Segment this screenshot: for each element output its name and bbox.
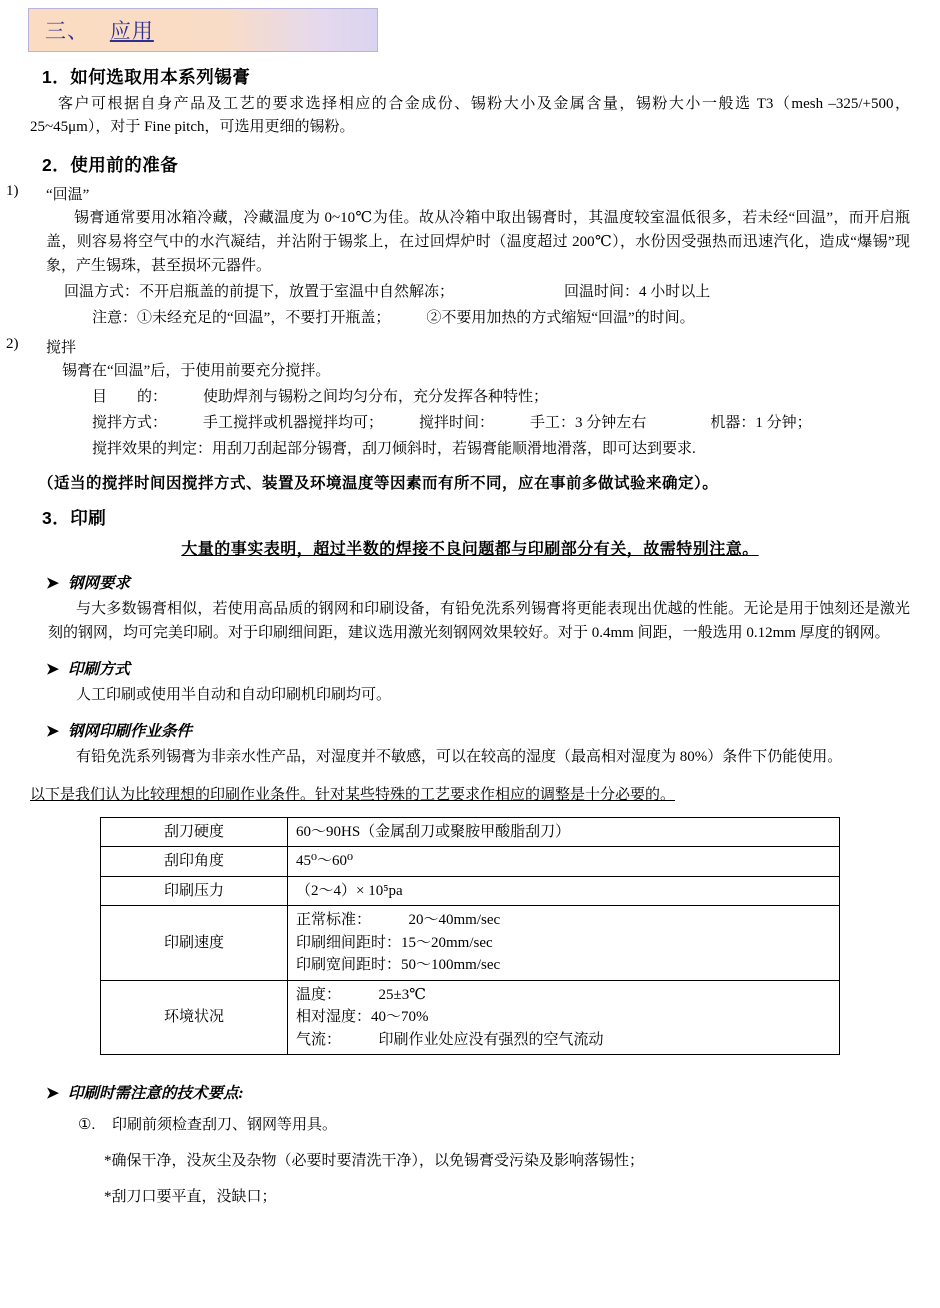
heading-select-paste: 1．如何选取用本系列锡膏	[42, 67, 251, 87]
list-item-body: 锡膏通常要用冰箱冷藏，冷藏温度为 0~10℃为佳。故从冷箱中取出锡膏时，其温度较室温低很多，若未经“回温”，而开启瓶盖，则容易将空气中的水汽凝结，并沾附于锡浆上，在过回焊炉时（温度超过 200℃），水份因受强热而迅速汽化，造成“爆锡”现象，产生锡珠，甚至损坏元器件。	[46, 209, 910, 274]
table-cell-value: 45⁰～60⁰	[288, 847, 840, 877]
bullet-title: 印刷方式	[68, 660, 131, 678]
table-cell-value	[288, 906, 840, 981]
list-item-stirring	[0, 336, 940, 461]
warmup-time: 回温时间：4 小时以上	[564, 283, 711, 300]
stirring-result-line	[92, 437, 940, 461]
bullet-stencil-requirement-body: 与大多数锡膏相似，若使用高品质的钢网和印刷设备，有铅免洗系列锡膏将更能表现出优越的性能。无论是用于蚀刻还是激光刻的钢网，均可完美印刷。对于印刷细间距，建议选用激光刻钢网效果较好。对于 0.4mm 间距，一般选用 0.12mm 厚度的钢网。	[48, 600, 910, 641]
tip-note-1: *确保干净，没灰尘及杂物（必要时要清洗干净），以免锡膏受污染及影响落锡性；	[104, 1153, 645, 1169]
bullet-stencil-requirement	[46, 571, 940, 593]
tip-item-1	[78, 1113, 940, 1137]
warmup-method-line	[64, 280, 940, 304]
heading-printing: 3．印刷	[42, 507, 107, 528]
bullet-title: 钢网印刷作业条件	[68, 722, 193, 740]
stirring-method-text: 手工搅拌或机器搅拌均可；	[203, 414, 384, 431]
tip-note-2: *刮刀口要平直，没缺口；	[104, 1189, 277, 1205]
table-cell-label: 刮刀硬度	[101, 817, 288, 847]
stirring-method-label: 搅拌方式：	[92, 414, 168, 431]
arrow-icon: ➤	[46, 574, 59, 592]
stirring-purpose-label: 目 的：	[92, 388, 168, 405]
table-row	[101, 906, 840, 981]
table-cell-label: 环境状况	[101, 980, 288, 1055]
table-value-line: 相对湿度：40～70%	[296, 1009, 429, 1025]
arrow-icon: ➤	[46, 722, 59, 740]
table-cell-label: 印刷压力	[101, 876, 288, 906]
bullet-title: 钢网要求	[68, 574, 131, 592]
list-item-title: 搅拌	[46, 339, 77, 356]
heading-preparation: 2．使用前的准备	[42, 154, 179, 175]
banner-title-text: 应用	[109, 20, 154, 43]
arrow-icon: ➤	[46, 1085, 59, 1102]
bullet-print-method	[46, 657, 940, 679]
list-number: 2)	[6, 335, 19, 352]
bullet-title: 印刷时需注意的技术要点:	[68, 1085, 244, 1102]
tip-number: ①.	[78, 1117, 96, 1133]
stirring-purpose-text: 使助焊剂与锡粉之间均匀分布，充分发挥各种特性；	[203, 388, 549, 405]
arrow-icon: ➤	[46, 660, 59, 678]
stirring-method-line	[92, 411, 940, 435]
stirring-result-text: 用刮刀刮起部分锡膏，刮刀倾斜时，若锡膏能顺滑地滑落，即可达到要求.	[212, 440, 696, 457]
bullet-print-method-body: 人工印刷或使用半自动和自动印刷机印刷均可。	[76, 686, 392, 703]
table-cell-label: 刮印角度	[101, 847, 288, 877]
list-item-body: 锡膏在“回温”后，于使用前要充分搅拌。	[62, 362, 331, 379]
warmup-method: 回温方式：不开启瓶盖的前提下，放置于室温中自然解冻；	[64, 283, 455, 300]
bullet-print-conditions-body: 有铅免洗系列锡膏为非亲水性产品，对湿度并不敏感，可以在较高的湿度（最高相对湿度为 80%）条件下仍能使用。	[76, 748, 843, 765]
stirring-time-label: 搅拌时间：	[419, 414, 495, 431]
printing-underlined-note: 以下是我们认为比较理想的印刷作业条件。针对某些特殊的工艺要求作相应的调整是十分必要的。	[30, 786, 676, 803]
section-banner	[28, 8, 378, 52]
stirring-note: （适当的搅拌时间因搅拌方式、装置及环境温度等因素而有所不同，应在事前多做试验来确定）。	[38, 474, 719, 492]
printing-emphasis-text: 大量的事实表明，超过半数的焊接不良问题都与印刷部分有关，故需特别注意。	[181, 540, 759, 558]
warmup-note-line	[92, 306, 940, 330]
banner-prefix: 三、	[45, 20, 89, 43]
table-value-line: 正常标准： 20～40mm/sec	[296, 912, 501, 928]
document-page	[0, 8, 940, 1308]
table-cell-value: （2～4）× 10⁵pa	[288, 876, 840, 906]
table-row	[101, 876, 840, 906]
stirring-purpose-line	[92, 385, 940, 409]
warmup-note-1: 注意：①未经充足的“回温”，不要打开瓶盖；	[92, 309, 391, 326]
tip-text: 印刷前须检查刮刀、钢网等用具。	[112, 1117, 338, 1133]
list-item-warmup	[0, 183, 940, 330]
bullet-printing-tips	[46, 1081, 940, 1103]
table-row	[101, 980, 840, 1055]
table-cell-label: 印刷速度	[101, 906, 288, 981]
table-row	[101, 847, 840, 877]
print-conditions-table	[100, 817, 840, 1056]
list-number: 1)	[6, 182, 19, 199]
table-cell-value	[288, 980, 840, 1055]
stirring-result-label: 搅拌效果的判定：	[92, 440, 213, 457]
stirring-time-machine: 机器：1 分钟；	[710, 414, 812, 431]
table-value-line: 印刷宽间距时：50～100mm/sec	[296, 957, 501, 973]
bullet-print-conditions	[46, 719, 940, 741]
paragraph-select-paste: 客户可根据自身产品及工艺的要求选择相应的合金成份、锡粉大小及金属含量，锡粉大小一般选 T3（mesh –325/+500，25~45μm），对于 Fine pitch，可选用更细的锡粉。	[30, 96, 910, 136]
table-value-line: 印刷细间距时：15～20mm/sec	[296, 934, 493, 951]
stirring-time-manual: 手工：3 分钟左右	[530, 414, 647, 431]
banner-title	[45, 15, 154, 45]
list-item-title: “回温”	[46, 186, 90, 203]
table-cell-value: 60～90HS（金属刮刀或聚胺甲酸脂刮刀）	[288, 817, 840, 847]
printing-emphasis	[0, 536, 940, 559]
table-value-line: 温度： 25±3℃	[296, 986, 427, 1003]
table-value-line: 气流： 印刷作业处应没有强烈的空气流动	[296, 1031, 604, 1048]
warmup-note-2: ②不要用加热的方式缩短“回温”的时间。	[426, 309, 695, 326]
table-row	[101, 817, 840, 847]
